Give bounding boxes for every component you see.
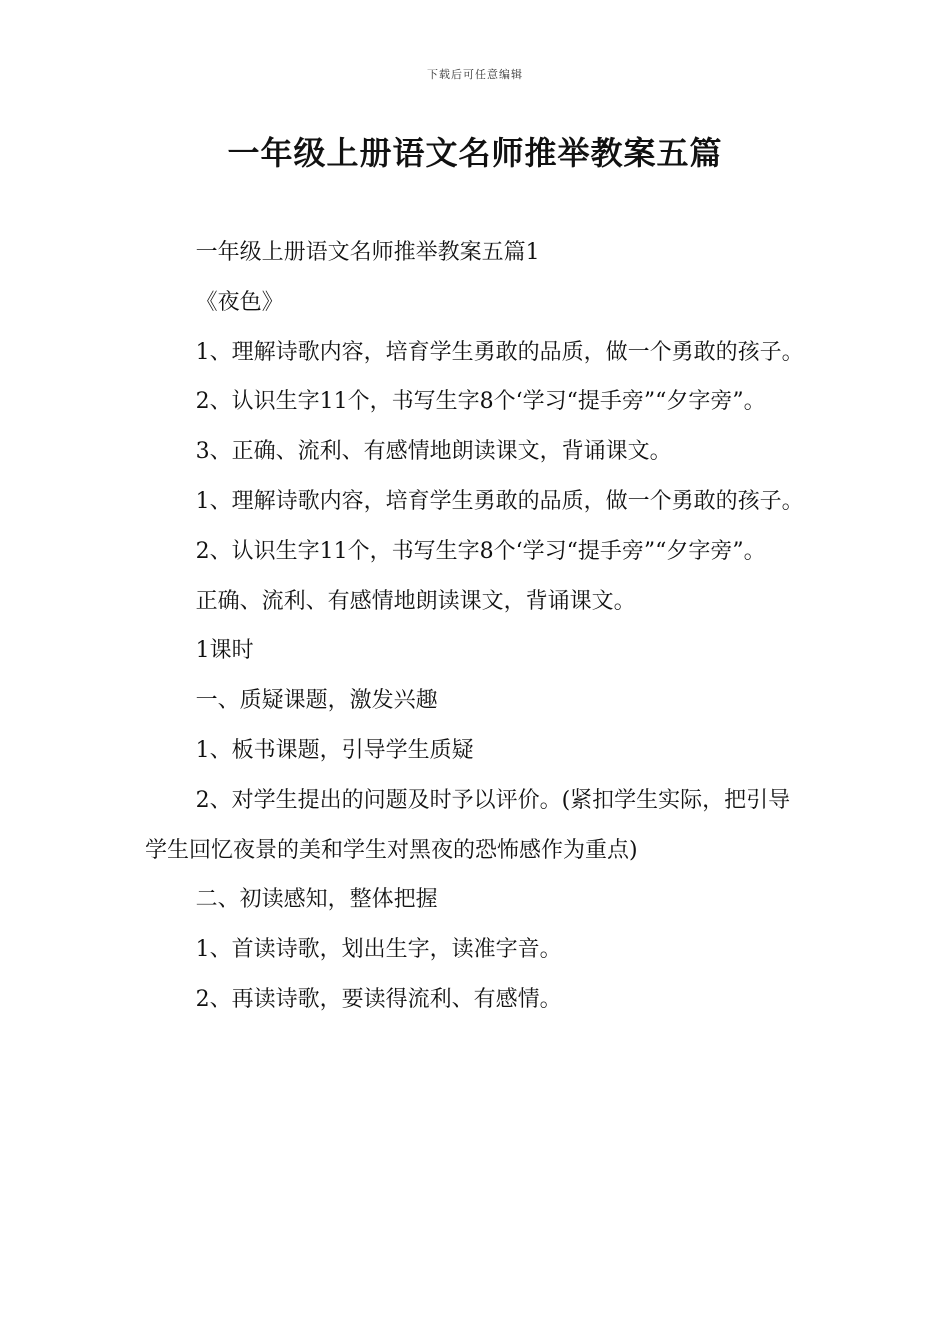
paragraph: 2、认识生字11个，书写生字8个‘学习“提手旁”“夕字旁”。: [195, 389, 766, 415]
paragraph: 《夜色》: [195, 289, 284, 315]
paragraph: 1、理解诗歌内容，培育学生勇敢的品质，做一个勇敢的孩子。: [195, 339, 804, 365]
paragraph: 2、再读诗歌，要读得流利、有感情。: [195, 986, 562, 1012]
paragraph: 2、认识生字11个，书写生字8个‘学习“提手旁”“夕字旁”。: [195, 538, 766, 564]
paragraph: 1、理解诗歌内容，培育学生勇敢的品质，做一个勇敢的孩子。: [195, 488, 804, 514]
paragraph: 一年级上册语文名师推举教案五篇1: [195, 240, 540, 265]
paragraph: 3、正确、流利、有感情地朗读课文，背诵课文。: [195, 439, 672, 465]
paragraph: 1、板书课题，引导学生质疑: [195, 737, 474, 763]
paragraph: 一、质疑课题，激发兴趣: [195, 688, 438, 714]
paragraph: 2、对学生提出的问题及时予以评价。(紧扣学生实际，把引导学生回忆夜景的美和学生对黑夜的恐怖感作为重点): [145, 787, 791, 863]
paragraph: 正确、流利、有感情地朗读课文，背诵课文。: [195, 588, 636, 614]
paragraph: 1、首读诗歌，划出生字，读准字音。: [195, 937, 562, 963]
paragraph: 1课时: [195, 638, 254, 664]
document-title: 一年级上册语文名师推举教案五篇: [227, 134, 723, 172]
document-body: [145, 228, 810, 1025]
header-note: 下载后可任意编辑: [427, 68, 523, 81]
paragraph: 二、初读感知，整体把握: [195, 887, 438, 913]
